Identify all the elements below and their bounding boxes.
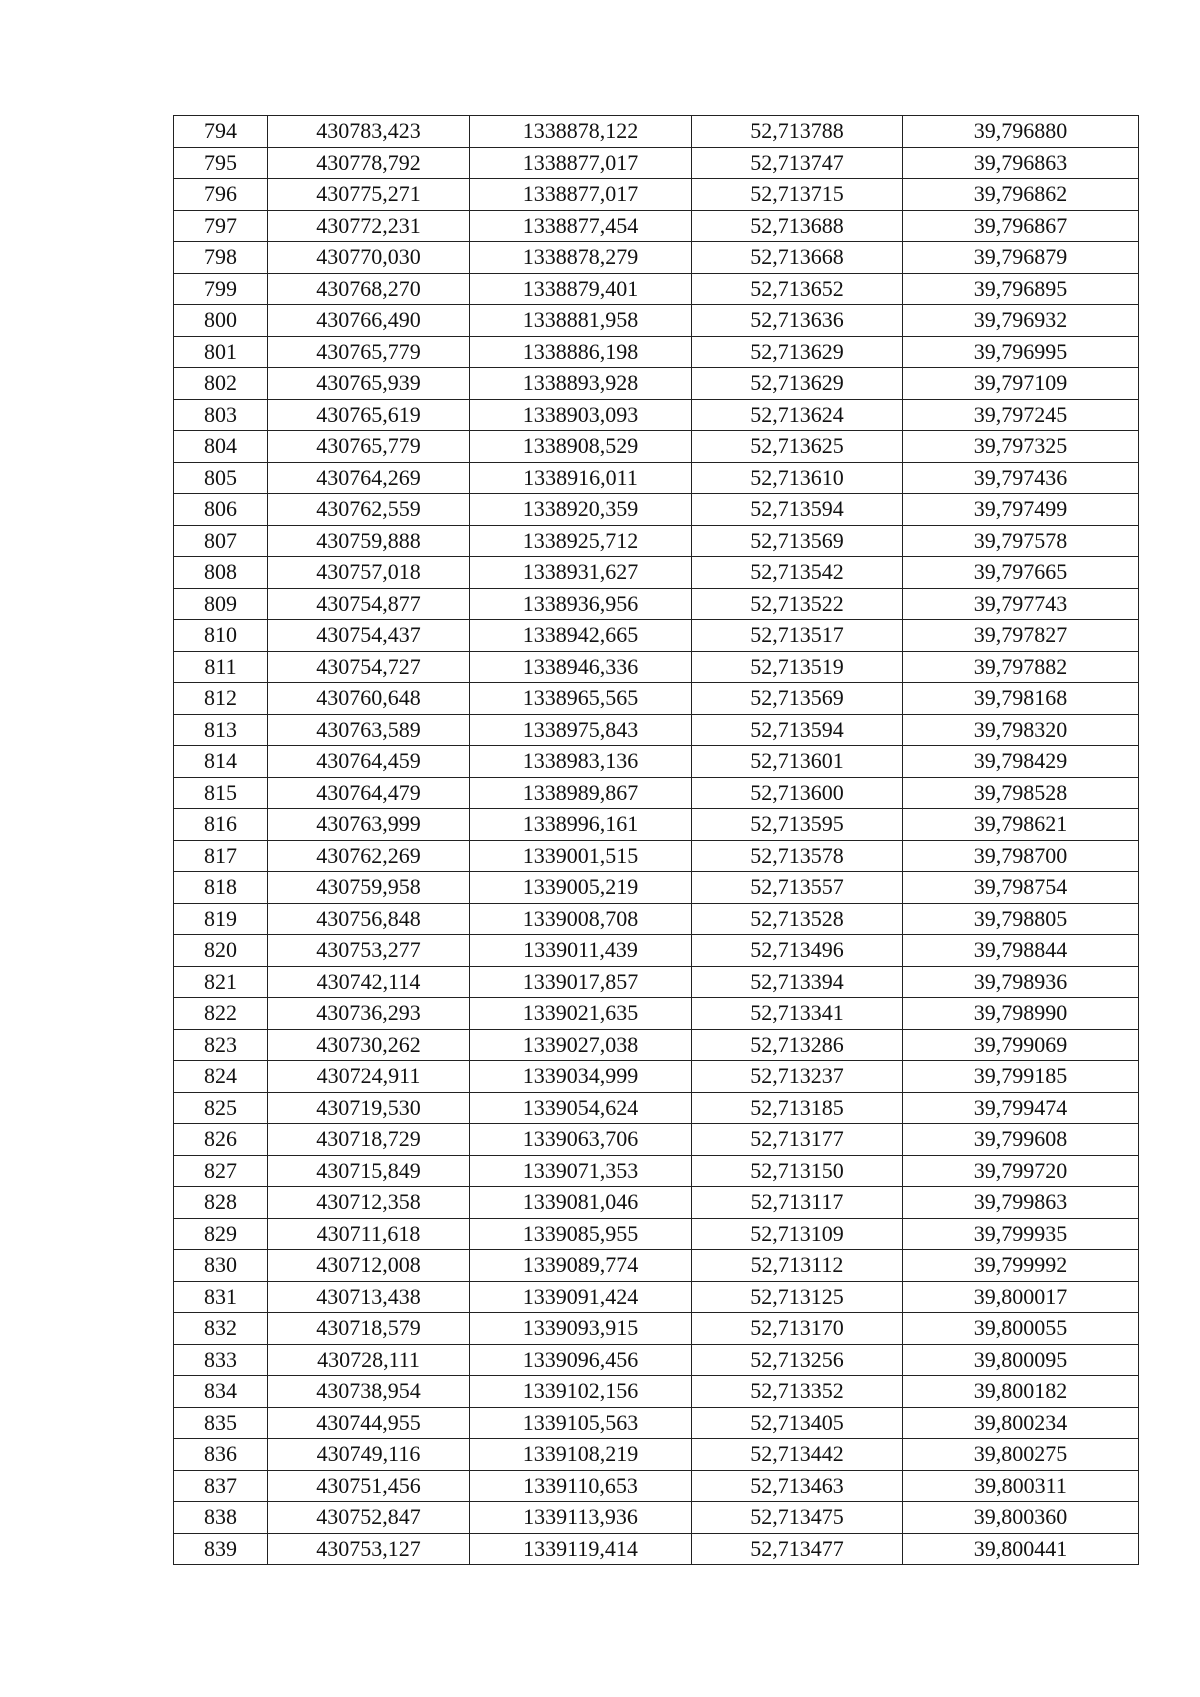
y-coordinate-cell: 1338881,958 (470, 305, 692, 337)
x-coordinate-cell: 430757,018 (268, 557, 470, 589)
point-number-cell: 814 (174, 746, 268, 778)
table-row (174, 557, 1139, 589)
longitude-cell: 39,796862 (903, 179, 1139, 211)
table-row (174, 1187, 1139, 1219)
table-row (174, 147, 1139, 179)
y-coordinate-cell: 1338942,665 (470, 620, 692, 652)
table-row (174, 116, 1139, 148)
x-coordinate-cell: 430712,358 (268, 1187, 470, 1219)
longitude-cell: 39,799608 (903, 1124, 1139, 1156)
longitude-cell: 39,797882 (903, 651, 1139, 683)
latitude-cell: 52,713636 (692, 305, 903, 337)
table-row (174, 431, 1139, 463)
y-coordinate-cell: 1338886,198 (470, 336, 692, 368)
latitude-cell: 52,713625 (692, 431, 903, 463)
point-number-cell: 824 (174, 1061, 268, 1093)
longitude-cell: 39,800234 (903, 1407, 1139, 1439)
latitude-cell: 52,713600 (692, 777, 903, 809)
latitude-cell: 52,713477 (692, 1533, 903, 1565)
y-coordinate-cell: 1338983,136 (470, 746, 692, 778)
latitude-cell: 52,713117 (692, 1187, 903, 1219)
y-coordinate-cell: 1338878,279 (470, 242, 692, 274)
point-number-cell: 823 (174, 1029, 268, 1061)
point-number-cell: 808 (174, 557, 268, 589)
point-number-cell: 816 (174, 809, 268, 841)
coordinates-table-body (174, 116, 1139, 1565)
point-number-cell: 806 (174, 494, 268, 526)
table-row (174, 210, 1139, 242)
latitude-cell: 52,713629 (692, 336, 903, 368)
x-coordinate-cell: 430759,888 (268, 525, 470, 557)
x-coordinate-cell: 430753,127 (268, 1533, 470, 1565)
x-coordinate-cell: 430772,231 (268, 210, 470, 242)
latitude-cell: 52,713569 (692, 683, 903, 715)
longitude-cell: 39,798320 (903, 714, 1139, 746)
latitude-cell: 52,713595 (692, 809, 903, 841)
y-coordinate-cell: 1339081,046 (470, 1187, 692, 1219)
x-coordinate-cell: 430749,116 (268, 1439, 470, 1471)
y-coordinate-cell: 1338989,867 (470, 777, 692, 809)
latitude-cell: 52,713528 (692, 903, 903, 935)
longitude-cell: 39,798528 (903, 777, 1139, 809)
latitude-cell: 52,713109 (692, 1218, 903, 1250)
table-row (174, 1376, 1139, 1408)
table-row (174, 273, 1139, 305)
x-coordinate-cell: 430760,648 (268, 683, 470, 715)
longitude-cell: 39,800017 (903, 1281, 1139, 1313)
y-coordinate-cell: 1338925,712 (470, 525, 692, 557)
table-row (174, 494, 1139, 526)
point-number-cell: 807 (174, 525, 268, 557)
latitude-cell: 52,713542 (692, 557, 903, 589)
latitude-cell: 52,713475 (692, 1502, 903, 1534)
point-number-cell: 833 (174, 1344, 268, 1376)
table-row (174, 1155, 1139, 1187)
x-coordinate-cell: 430736,293 (268, 998, 470, 1030)
x-coordinate-cell: 430765,779 (268, 336, 470, 368)
longitude-cell: 39,799935 (903, 1218, 1139, 1250)
latitude-cell: 52,713522 (692, 588, 903, 620)
x-coordinate-cell: 430718,579 (268, 1313, 470, 1345)
table-row (174, 179, 1139, 211)
longitude-cell: 39,797109 (903, 368, 1139, 400)
point-number-cell: 799 (174, 273, 268, 305)
longitude-cell: 39,799069 (903, 1029, 1139, 1061)
point-number-cell: 810 (174, 620, 268, 652)
x-coordinate-cell: 430754,437 (268, 620, 470, 652)
y-coordinate-cell: 1338879,401 (470, 273, 692, 305)
x-coordinate-cell: 430728,111 (268, 1344, 470, 1376)
point-number-cell: 834 (174, 1376, 268, 1408)
table-row (174, 1250, 1139, 1282)
y-coordinate-cell: 1338946,336 (470, 651, 692, 683)
longitude-cell: 39,799992 (903, 1250, 1139, 1282)
x-coordinate-cell: 430719,530 (268, 1092, 470, 1124)
coordinates-table (173, 115, 1139, 1565)
longitude-cell: 39,797665 (903, 557, 1139, 589)
point-number-cell: 804 (174, 431, 268, 463)
x-coordinate-cell: 430775,271 (268, 179, 470, 211)
y-coordinate-cell: 1339011,439 (470, 935, 692, 967)
longitude-cell: 39,798805 (903, 903, 1139, 935)
y-coordinate-cell: 1339071,353 (470, 1155, 692, 1187)
table-row (174, 1061, 1139, 1093)
y-coordinate-cell: 1339089,774 (470, 1250, 692, 1282)
longitude-cell: 39,797499 (903, 494, 1139, 526)
latitude-cell: 52,713715 (692, 179, 903, 211)
latitude-cell: 52,713442 (692, 1439, 903, 1471)
table-row (174, 935, 1139, 967)
y-coordinate-cell: 1339105,563 (470, 1407, 692, 1439)
longitude-cell: 39,797827 (903, 620, 1139, 652)
y-coordinate-cell: 1339054,624 (470, 1092, 692, 1124)
latitude-cell: 52,713150 (692, 1155, 903, 1187)
y-coordinate-cell: 1339085,955 (470, 1218, 692, 1250)
y-coordinate-cell: 1339027,038 (470, 1029, 692, 1061)
y-coordinate-cell: 1339119,414 (470, 1533, 692, 1565)
table-row (174, 746, 1139, 778)
longitude-cell: 39,797436 (903, 462, 1139, 494)
longitude-cell: 39,796995 (903, 336, 1139, 368)
longitude-cell: 39,796880 (903, 116, 1139, 148)
y-coordinate-cell: 1339113,936 (470, 1502, 692, 1534)
y-coordinate-cell: 1339093,915 (470, 1313, 692, 1345)
y-coordinate-cell: 1339001,515 (470, 840, 692, 872)
y-coordinate-cell: 1338965,565 (470, 683, 692, 715)
y-coordinate-cell: 1339005,219 (470, 872, 692, 904)
latitude-cell: 52,713463 (692, 1470, 903, 1502)
longitude-cell: 39,800275 (903, 1439, 1139, 1471)
x-coordinate-cell: 430756,848 (268, 903, 470, 935)
point-number-cell: 828 (174, 1187, 268, 1219)
table-row (174, 1470, 1139, 1502)
table-row (174, 305, 1139, 337)
longitude-cell: 39,798936 (903, 966, 1139, 998)
point-number-cell: 832 (174, 1313, 268, 1345)
latitude-cell: 52,713286 (692, 1029, 903, 1061)
x-coordinate-cell: 430751,456 (268, 1470, 470, 1502)
point-number-cell: 801 (174, 336, 268, 368)
table-row (174, 620, 1139, 652)
x-coordinate-cell: 430742,114 (268, 966, 470, 998)
point-number-cell: 803 (174, 399, 268, 431)
longitude-cell: 39,798621 (903, 809, 1139, 841)
point-number-cell: 836 (174, 1439, 268, 1471)
x-coordinate-cell: 430713,438 (268, 1281, 470, 1313)
point-number-cell: 822 (174, 998, 268, 1030)
y-coordinate-cell: 1339096,456 (470, 1344, 692, 1376)
y-coordinate-cell: 1339017,857 (470, 966, 692, 998)
latitude-cell: 52,713496 (692, 935, 903, 967)
table-row (174, 1281, 1139, 1313)
latitude-cell: 52,713185 (692, 1092, 903, 1124)
latitude-cell: 52,713624 (692, 399, 903, 431)
table-row (174, 714, 1139, 746)
x-coordinate-cell: 430738,954 (268, 1376, 470, 1408)
y-coordinate-cell: 1338878,122 (470, 116, 692, 148)
point-number-cell: 796 (174, 179, 268, 211)
table-row (174, 1092, 1139, 1124)
table-row (174, 998, 1139, 1030)
latitude-cell: 52,713610 (692, 462, 903, 494)
table-row (174, 840, 1139, 872)
y-coordinate-cell: 1339021,635 (470, 998, 692, 1030)
latitude-cell: 52,713578 (692, 840, 903, 872)
latitude-cell: 52,713557 (692, 872, 903, 904)
point-number-cell: 812 (174, 683, 268, 715)
table-row (174, 368, 1139, 400)
latitude-cell: 52,713594 (692, 494, 903, 526)
point-number-cell: 805 (174, 462, 268, 494)
y-coordinate-cell: 1339110,653 (470, 1470, 692, 1502)
table-row (174, 525, 1139, 557)
x-coordinate-cell: 430764,269 (268, 462, 470, 494)
point-number-cell: 826 (174, 1124, 268, 1156)
longitude-cell: 39,800441 (903, 1533, 1139, 1565)
y-coordinate-cell: 1338975,843 (470, 714, 692, 746)
x-coordinate-cell: 430765,779 (268, 431, 470, 463)
longitude-cell: 39,797325 (903, 431, 1139, 463)
longitude-cell: 39,799863 (903, 1187, 1139, 1219)
y-coordinate-cell: 1338931,627 (470, 557, 692, 589)
longitude-cell: 39,796863 (903, 147, 1139, 179)
longitude-cell: 39,798168 (903, 683, 1139, 715)
table-row (174, 809, 1139, 841)
table-row (174, 1502, 1139, 1534)
longitude-cell: 39,797578 (903, 525, 1139, 557)
point-number-cell: 830 (174, 1250, 268, 1282)
latitude-cell: 52,713688 (692, 210, 903, 242)
longitude-cell: 39,800055 (903, 1313, 1139, 1345)
longitude-cell: 39,796879 (903, 242, 1139, 274)
x-coordinate-cell: 430762,269 (268, 840, 470, 872)
latitude-cell: 52,713747 (692, 147, 903, 179)
latitude-cell: 52,713341 (692, 998, 903, 1030)
latitude-cell: 52,713394 (692, 966, 903, 998)
point-number-cell: 821 (174, 966, 268, 998)
longitude-cell: 39,799720 (903, 1155, 1139, 1187)
longitude-cell: 39,796932 (903, 305, 1139, 337)
point-number-cell: 829 (174, 1218, 268, 1250)
point-number-cell: 815 (174, 777, 268, 809)
table-row (174, 1313, 1139, 1345)
point-number-cell: 817 (174, 840, 268, 872)
table-row (174, 242, 1139, 274)
table-row (174, 903, 1139, 935)
table-row (174, 1218, 1139, 1250)
x-coordinate-cell: 430768,270 (268, 273, 470, 305)
table-row (174, 399, 1139, 431)
point-number-cell: 837 (174, 1470, 268, 1502)
x-coordinate-cell: 430744,955 (268, 1407, 470, 1439)
point-number-cell: 795 (174, 147, 268, 179)
y-coordinate-cell: 1339034,999 (470, 1061, 692, 1093)
y-coordinate-cell: 1338877,454 (470, 210, 692, 242)
y-coordinate-cell: 1339063,706 (470, 1124, 692, 1156)
latitude-cell: 52,713569 (692, 525, 903, 557)
point-number-cell: 802 (174, 368, 268, 400)
y-coordinate-cell: 1339102,156 (470, 1376, 692, 1408)
table-row (174, 1124, 1139, 1156)
point-number-cell: 831 (174, 1281, 268, 1313)
point-number-cell: 820 (174, 935, 268, 967)
point-number-cell: 813 (174, 714, 268, 746)
y-coordinate-cell: 1338916,011 (470, 462, 692, 494)
x-coordinate-cell: 430724,911 (268, 1061, 470, 1093)
latitude-cell: 52,713788 (692, 116, 903, 148)
longitude-cell: 39,800360 (903, 1502, 1139, 1534)
y-coordinate-cell: 1339108,219 (470, 1439, 692, 1471)
longitude-cell: 39,798754 (903, 872, 1139, 904)
longitude-cell: 39,798844 (903, 935, 1139, 967)
table-row (174, 872, 1139, 904)
latitude-cell: 52,713125 (692, 1281, 903, 1313)
x-coordinate-cell: 430770,030 (268, 242, 470, 274)
x-coordinate-cell: 430763,999 (268, 809, 470, 841)
table-row (174, 462, 1139, 494)
table-row (174, 1407, 1139, 1439)
latitude-cell: 52,713170 (692, 1313, 903, 1345)
longitude-cell: 39,796895 (903, 273, 1139, 305)
latitude-cell: 52,713519 (692, 651, 903, 683)
point-number-cell: 827 (174, 1155, 268, 1187)
x-coordinate-cell: 430764,479 (268, 777, 470, 809)
table-row (174, 588, 1139, 620)
latitude-cell: 52,713629 (692, 368, 903, 400)
y-coordinate-cell: 1338908,529 (470, 431, 692, 463)
x-coordinate-cell: 430718,729 (268, 1124, 470, 1156)
latitude-cell: 52,713405 (692, 1407, 903, 1439)
y-coordinate-cell: 1338877,017 (470, 147, 692, 179)
latitude-cell: 52,713112 (692, 1250, 903, 1282)
point-number-cell: 818 (174, 872, 268, 904)
point-number-cell: 835 (174, 1407, 268, 1439)
x-coordinate-cell: 430762,559 (268, 494, 470, 526)
point-number-cell: 825 (174, 1092, 268, 1124)
x-coordinate-cell: 430754,877 (268, 588, 470, 620)
latitude-cell: 52,713668 (692, 242, 903, 274)
latitude-cell: 52,713256 (692, 1344, 903, 1376)
latitude-cell: 52,713352 (692, 1376, 903, 1408)
longitude-cell: 39,800182 (903, 1376, 1139, 1408)
x-coordinate-cell: 430754,727 (268, 651, 470, 683)
table-row (174, 683, 1139, 715)
point-number-cell: 800 (174, 305, 268, 337)
table-row (174, 1029, 1139, 1061)
x-coordinate-cell: 430712,008 (268, 1250, 470, 1282)
latitude-cell: 52,713237 (692, 1061, 903, 1093)
point-number-cell: 811 (174, 651, 268, 683)
latitude-cell: 52,713601 (692, 746, 903, 778)
y-coordinate-cell: 1338893,928 (470, 368, 692, 400)
point-number-cell: 809 (174, 588, 268, 620)
x-coordinate-cell: 430759,958 (268, 872, 470, 904)
longitude-cell: 39,798429 (903, 746, 1139, 778)
longitude-cell: 39,797743 (903, 588, 1139, 620)
x-coordinate-cell: 430730,262 (268, 1029, 470, 1061)
table-row (174, 1533, 1139, 1565)
x-coordinate-cell: 430711,618 (268, 1218, 470, 1250)
table-row (174, 336, 1139, 368)
y-coordinate-cell: 1338996,161 (470, 809, 692, 841)
longitude-cell: 39,800095 (903, 1344, 1139, 1376)
y-coordinate-cell: 1339008,708 (470, 903, 692, 935)
x-coordinate-cell: 430765,939 (268, 368, 470, 400)
longitude-cell: 39,800311 (903, 1470, 1139, 1502)
x-coordinate-cell: 430765,619 (268, 399, 470, 431)
point-number-cell: 838 (174, 1502, 268, 1534)
table-row (174, 777, 1139, 809)
point-number-cell: 794 (174, 116, 268, 148)
point-number-cell: 798 (174, 242, 268, 274)
x-coordinate-cell: 430752,847 (268, 1502, 470, 1534)
x-coordinate-cell: 430778,792 (268, 147, 470, 179)
x-coordinate-cell: 430783,423 (268, 116, 470, 148)
longitude-cell: 39,799474 (903, 1092, 1139, 1124)
table-row (174, 966, 1139, 998)
table-row (174, 651, 1139, 683)
y-coordinate-cell: 1338920,359 (470, 494, 692, 526)
point-number-cell: 797 (174, 210, 268, 242)
longitude-cell: 39,796867 (903, 210, 1139, 242)
point-number-cell: 819 (174, 903, 268, 935)
y-coordinate-cell: 1338903,093 (470, 399, 692, 431)
point-number-cell: 839 (174, 1533, 268, 1565)
longitude-cell: 39,798700 (903, 840, 1139, 872)
x-coordinate-cell: 430766,490 (268, 305, 470, 337)
longitude-cell: 39,797245 (903, 399, 1139, 431)
table-row (174, 1344, 1139, 1376)
latitude-cell: 52,713177 (692, 1124, 903, 1156)
latitude-cell: 52,713652 (692, 273, 903, 305)
y-coordinate-cell: 1339091,424 (470, 1281, 692, 1313)
table-row (174, 1439, 1139, 1471)
x-coordinate-cell: 430763,589 (268, 714, 470, 746)
latitude-cell: 52,713517 (692, 620, 903, 652)
y-coordinate-cell: 1338877,017 (470, 179, 692, 211)
x-coordinate-cell: 430764,459 (268, 746, 470, 778)
latitude-cell: 52,713594 (692, 714, 903, 746)
longitude-cell: 39,799185 (903, 1061, 1139, 1093)
x-coordinate-cell: 430715,849 (268, 1155, 470, 1187)
x-coordinate-cell: 430753,277 (268, 935, 470, 967)
longitude-cell: 39,798990 (903, 998, 1139, 1030)
y-coordinate-cell: 1338936,956 (470, 588, 692, 620)
